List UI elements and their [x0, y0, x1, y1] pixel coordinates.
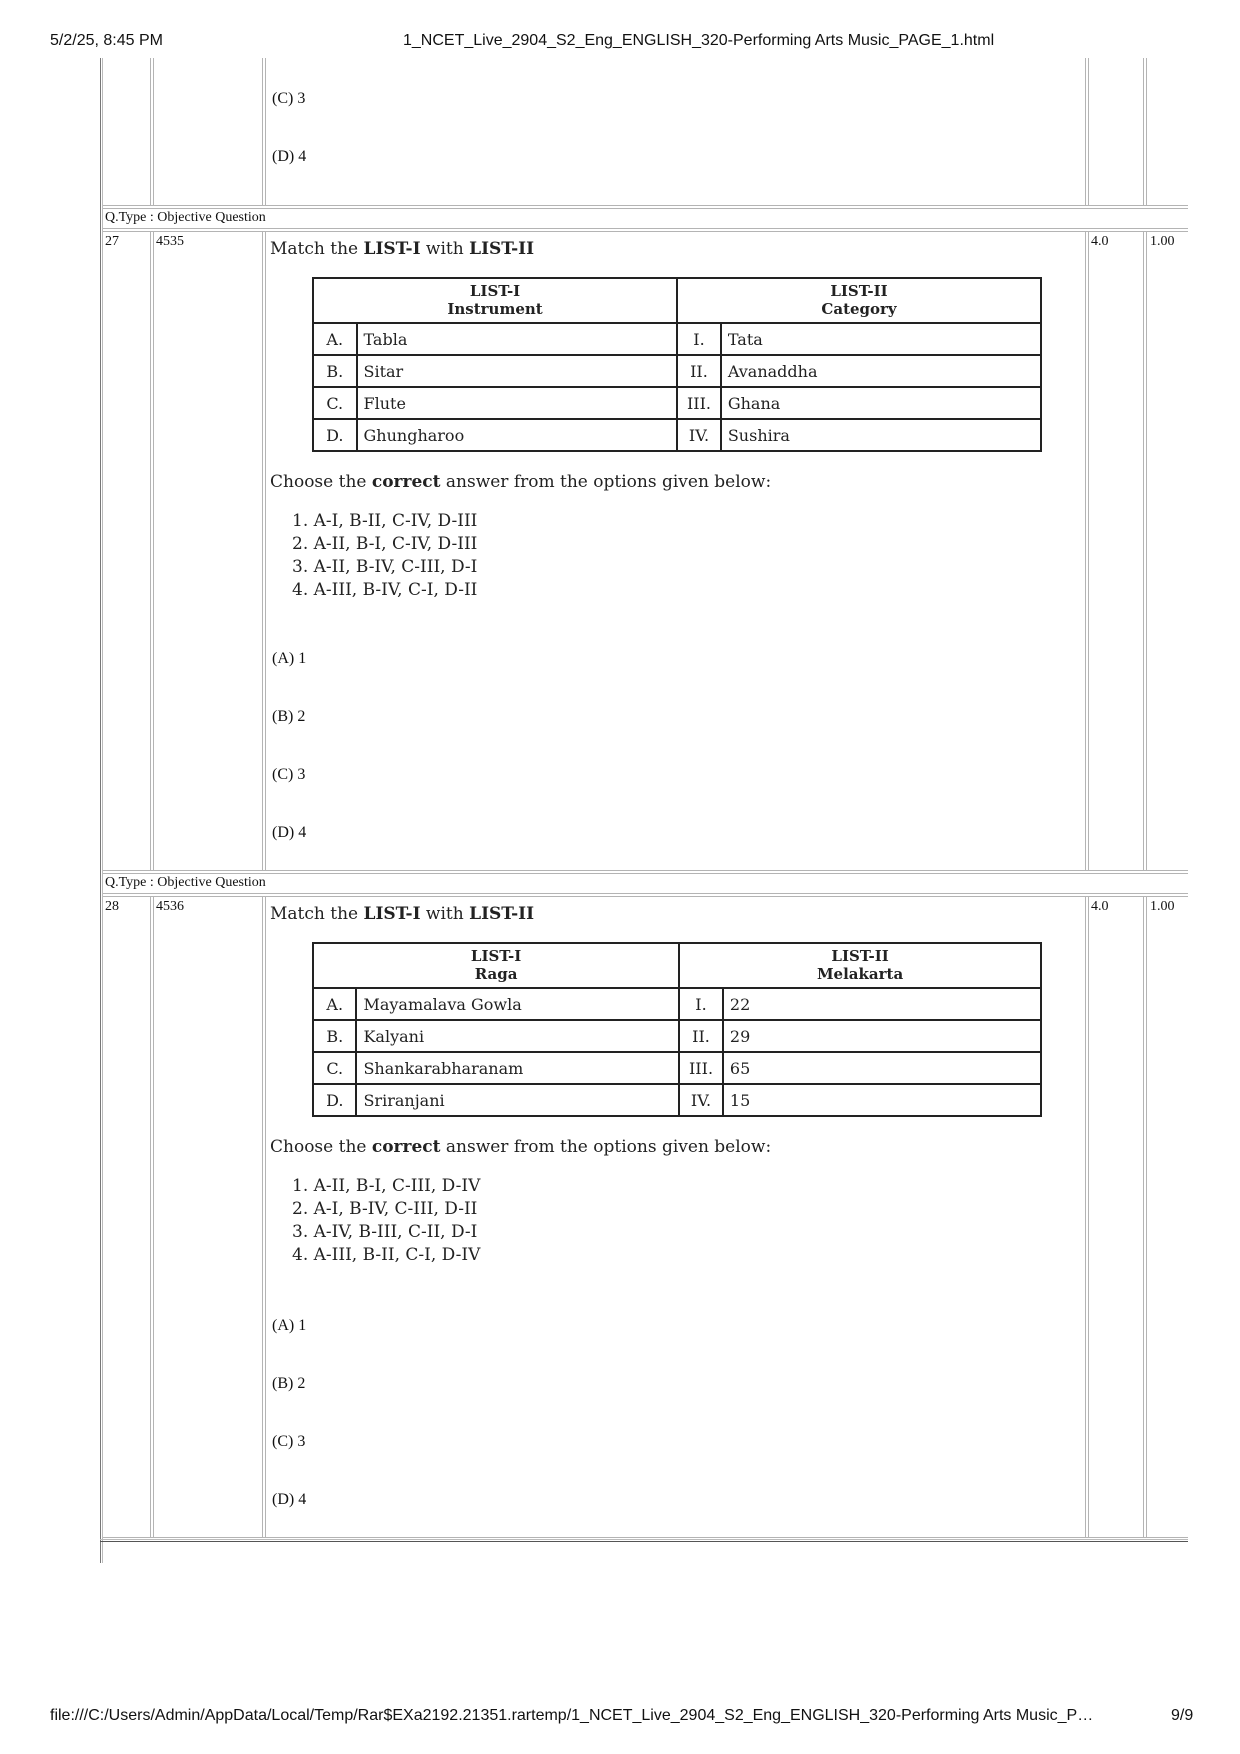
- match-table: [312, 277, 1042, 452]
- table-row: B. Kalyani II. 29: [313, 1020, 1041, 1052]
- prev-option-d: (D) 4: [272, 148, 307, 165]
- list-item: 3. A-II, B-IV, C-III, D-I: [292, 557, 478, 577]
- negative-marks: 1.00: [1150, 234, 1175, 249]
- list-item: 2. A-I, B-IV, C-III, D-II: [292, 1199, 478, 1219]
- option-d: (D) 4: [272, 824, 307, 841]
- list2-header: LIST-II Melakarta: [679, 943, 1041, 988]
- table-row: D. Ghungharoo IV. Sushira: [313, 419, 1041, 451]
- question-id: 4535: [156, 234, 184, 249]
- table-row: D. Sriranjani IV. 15: [313, 1084, 1041, 1116]
- question-body: [270, 239, 1042, 602]
- print-page-number: 9/9: [1171, 1707, 1194, 1724]
- list1-header: LIST-I Instrument: [313, 278, 677, 323]
- option-c: (C) 3: [272, 766, 306, 783]
- print-file-url: file:///C:/Users/Admin/AppData/Local/Temp/Rar$EXa2192.21351.rartemp/1_NCET_Live_2904_S2_Eng_ENGLISH_320-Performing Arts Music_P…: [50, 1707, 1094, 1724]
- list-item: 1. A-II, B-I, C-III, D-IV: [292, 1176, 481, 1196]
- question-title: Match the LIST-I with LIST-II: [270, 239, 535, 259]
- negative-marks: 1.00: [1150, 899, 1175, 914]
- instruction: Choose the correct answer from the options given below:: [270, 472, 772, 492]
- option-a: (A) 1: [272, 1317, 307, 1334]
- table-row: C. Flute III. Ghana: [313, 387, 1041, 419]
- question-id: 4536: [156, 899, 184, 914]
- question-marks: 4.0: [1091, 234, 1109, 249]
- qtype-label: Q.Type : Objective Question: [105, 875, 266, 890]
- print-datetime: 5/2/25, 8:45 PM: [50, 32, 163, 49]
- print-page-title: 1_NCET_Live_2904_S2_Eng_ENGLISH_320-Performing Arts Music_PAGE_1.html: [403, 32, 995, 49]
- list-item: 3. A-IV, B-III, C-II, D-I: [292, 1222, 478, 1242]
- option-b: (B) 2: [272, 708, 306, 725]
- table-row: C. Shankarabharanam III. 65: [313, 1052, 1041, 1084]
- qtype-label: Q.Type : Objective Question: [105, 210, 266, 225]
- table-row: A. Tabla I. Tata: [313, 323, 1041, 355]
- match-table: [312, 942, 1042, 1117]
- question-marks: 4.0: [1091, 899, 1109, 914]
- list1-header: LIST-I Raga: [313, 943, 679, 988]
- option-a: (A) 1: [272, 650, 307, 667]
- question-number: 27: [105, 234, 119, 249]
- list-item: 2. A-II, B-I, C-IV, D-III: [292, 534, 478, 554]
- question-title: Match the LIST-I with LIST-II: [270, 904, 535, 924]
- question-paper-table: [100, 58, 1188, 1563]
- list-item: 1. A-I, B-II, C-IV, D-III: [292, 511, 478, 531]
- list-item: 4. A-III, B-IV, C-I, D-II: [292, 580, 478, 600]
- instruction: Choose the correct answer from the options given below:: [270, 1137, 772, 1157]
- option-d: (D) 4: [272, 1491, 307, 1508]
- question-body: [270, 904, 1042, 1267]
- table-left-border: [100, 58, 103, 1563]
- answer-combinations: [292, 510, 1042, 602]
- answer-combinations: [292, 1175, 1042, 1267]
- option-b: (B) 2: [272, 1375, 306, 1392]
- table-row: B. Sitar II. Avanaddha: [313, 355, 1041, 387]
- list-item: 4. A-III, B-II, C-I, D-IV: [292, 1245, 481, 1265]
- question-number: 28: [105, 899, 119, 914]
- table-row: A. Mayamalava Gowla I. 22: [313, 988, 1041, 1020]
- prev-option-c: (C) 3: [272, 90, 306, 107]
- option-c: (C) 3: [272, 1433, 306, 1450]
- table-bottom-border: [100, 1539, 1188, 1542]
- list2-header: LIST-II Category: [677, 278, 1041, 323]
